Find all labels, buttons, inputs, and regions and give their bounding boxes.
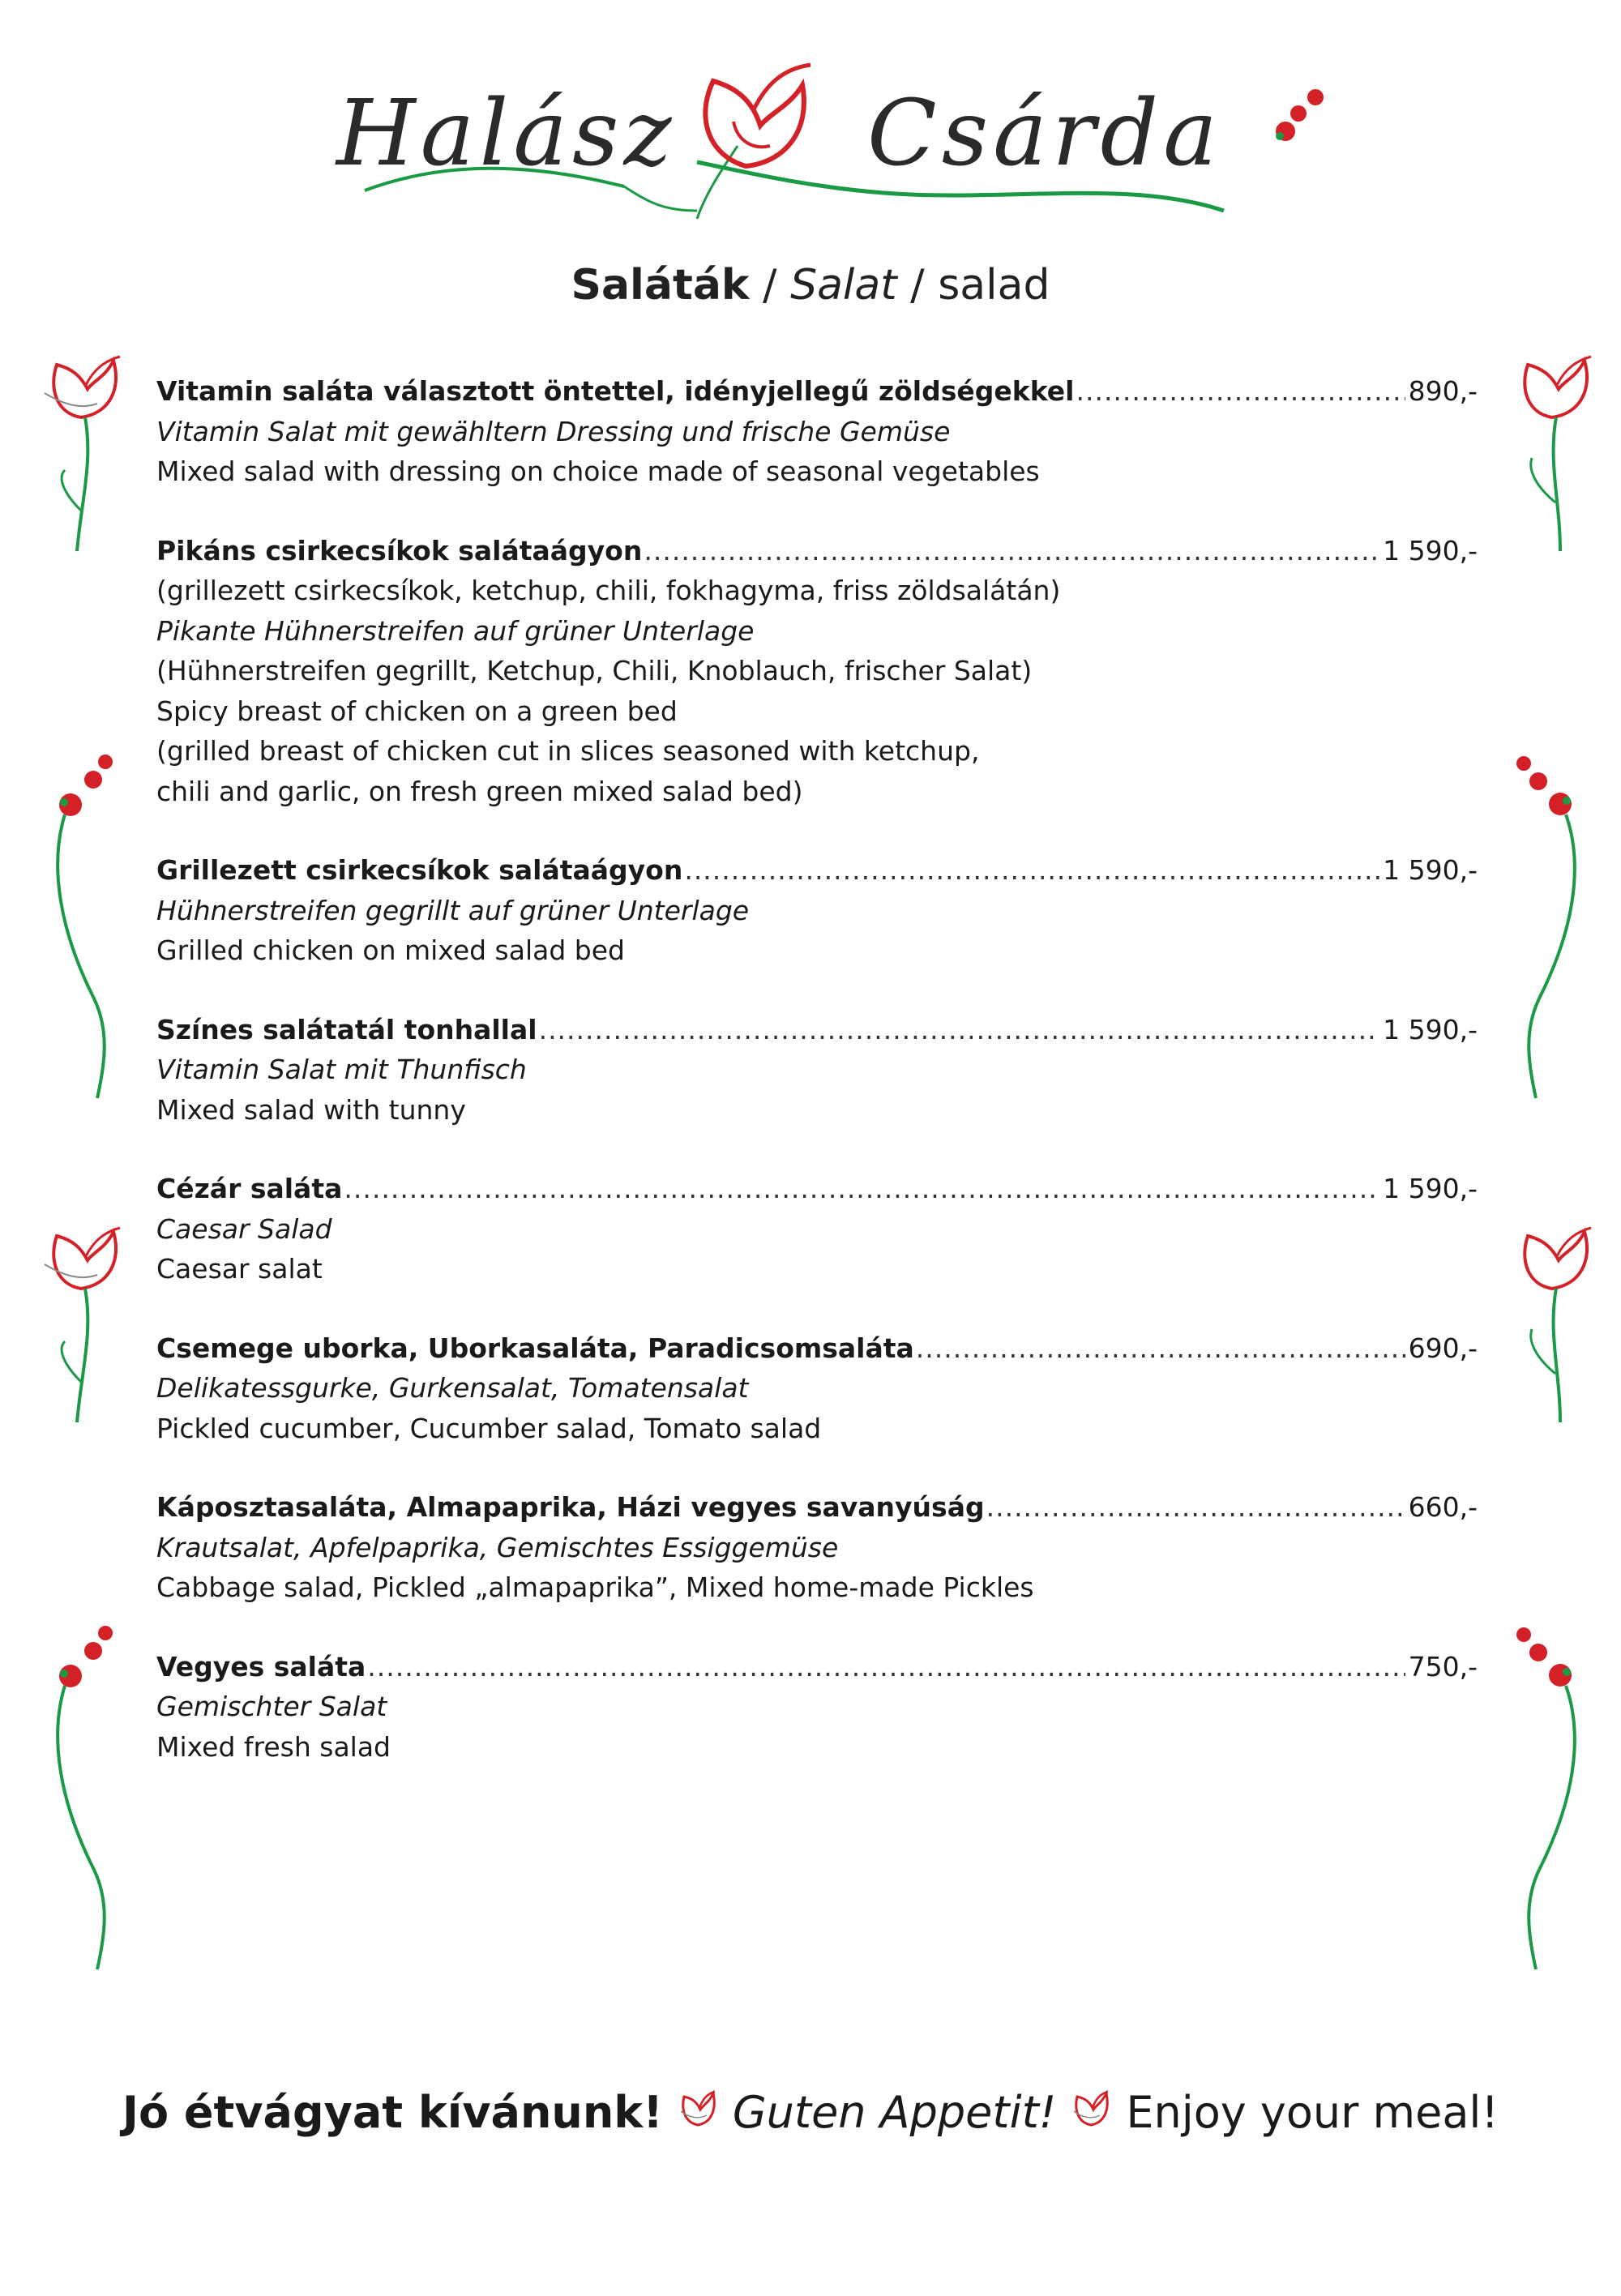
menu-item (156, 1487, 1478, 1608)
menu-item-name: Színes salátatál tonhallal (156, 1013, 537, 1045)
menu-item-price: 660,- (1408, 1491, 1478, 1523)
logo-name-left: Halász (336, 81, 677, 186)
menu-item-german-text: Vitamin Salat mit Thunfisch (156, 1054, 527, 1085)
menu-item (156, 1647, 1478, 1768)
menu-item-description: Mixed fresh salad (156, 1730, 391, 1763)
dot-leader (367, 1647, 1405, 1687)
menu-item-price: 1 590,- (1383, 534, 1478, 567)
menu-item-heading (156, 371, 1478, 412)
menu-item (156, 1169, 1478, 1289)
menu-item-name: Vegyes saláta (156, 1650, 366, 1682)
title-separator: / (896, 261, 939, 310)
menu-item-price: 890,- (1408, 375, 1478, 407)
menu-item-heading (156, 850, 1478, 891)
menu-item-german-text: Krautsalat, Apfelpaprika, Gemischtes Essiggemüse (156, 1531, 839, 1563)
menu-item-heading (156, 531, 1478, 571)
logo-name-right: Csárda (867, 81, 1222, 186)
menu-item-name: Vitamin saláta választott öntettel, idényjellegű zöldségekkel (156, 375, 1075, 407)
menu-item-price: 690,- (1408, 1332, 1478, 1364)
menu-item (156, 1328, 1478, 1449)
menu-item-name: Grillezett csirkecsíkok salátaágyon (156, 854, 683, 886)
menu-item-heading (156, 1169, 1478, 1209)
title-english: salad (938, 261, 1050, 310)
menu-item-german-text: Delikatessgurke, Gurkensalat, Tomatensalat (156, 1372, 749, 1404)
menu-item-description: Mixed salad with tunny (156, 1093, 466, 1126)
tulip-decoration-icon (1503, 1220, 1601, 1430)
menu-item-description: (grilled breast of chicken cut in slices seasoned with ketchup, (156, 735, 980, 767)
dot-leader (1076, 371, 1405, 412)
menu-item-price: 1 590,- (1383, 1173, 1478, 1204)
berry-stem-decoration-icon (1508, 754, 1589, 1102)
menu-item-description: chili and garlic, on fresh green mixed salad bed) (156, 775, 803, 807)
menu-item-name: Káposztasaláta, Almapaprika, Házi vegyes savanyúság (156, 1491, 985, 1523)
menu-item-description: Mixed salad with dressing on choice made of seasonal vegetables (156, 455, 1040, 487)
menu-item (156, 1010, 1478, 1131)
dot-leader (684, 850, 1379, 891)
menu-item-description: (grillezett csirkecsíkok, ketchup, chili, fokhagyma, friss zöldsalátán) (156, 575, 1061, 606)
menu-item (156, 531, 1478, 812)
menu-item-description: (Hühnerstreifen gegrillt, Ketchup, Chili, Knoblauch, frischer Salat) (156, 655, 1033, 686)
menu-item-price: 750,- (1408, 1650, 1478, 1682)
title-german: Salat (790, 261, 897, 310)
tulip-decoration-icon (32, 348, 130, 559)
dot-leader (344, 1169, 1379, 1209)
footer-english: Enjoy your meal! (1126, 2087, 1499, 2138)
tulip-decoration-icon (32, 1220, 130, 1430)
restaurant-logo (316, 49, 1362, 243)
dot-leader (986, 1487, 1405, 1528)
menu-item-heading (156, 1328, 1478, 1369)
title-hungarian: Saláták (571, 261, 750, 310)
menu-item-german-text: Pikante Hühnerstreifen auf grüner Unterlage (156, 614, 755, 647)
berry-stem-decoration-icon (45, 754, 126, 1102)
footer-hungarian: Jó étvágyat kívánunk! (122, 2087, 663, 2138)
menu-item-price: 1 590,- (1383, 1013, 1478, 1045)
page-title (0, 261, 1621, 310)
menu-item-description: Caesar salat (156, 1253, 323, 1285)
menu-item-description: Pickled cucumber, Cucumber salad, Tomato salad (156, 1412, 822, 1444)
menu-item (156, 371, 1478, 492)
menu-item-heading (156, 1647, 1478, 1687)
title-separator: / (749, 261, 791, 310)
menu-item-price: 1 590,- (1383, 854, 1478, 886)
menu-item-german-text: Gemischter Salat (156, 1691, 387, 1722)
menu-item (156, 850, 1478, 971)
footer-german: Guten Appetit! (732, 2087, 1057, 2138)
menu-item-german-text: Hühnerstreifen gegrillt auf grüner Unterlage (156, 894, 750, 926)
menu-item-description: Grilled chicken on mixed salad bed (156, 934, 625, 966)
menu-item-heading (156, 1010, 1478, 1050)
menu-item-name: Pikáns csirkecsíkok salátaágyon (156, 534, 643, 567)
tulip-decoration-icon (1503, 348, 1601, 559)
menu-item-german-text: Vitamin Salat mit gewähltern Dressing und frische Gemüse (156, 415, 951, 447)
menu-item-name: Cézár saláta (156, 1173, 343, 1204)
menu-item-name: Csemege uborka, Uborkasaláta, Paradicsomsaláta (156, 1332, 914, 1364)
menu-item-description: Spicy breast of chicken on a green bed (156, 695, 678, 727)
tulip-icon (678, 2089, 718, 2134)
menu-item-heading (156, 1487, 1478, 1528)
berry-stem-decoration-icon (1508, 1625, 1589, 1973)
menu-list (156, 371, 1478, 1806)
dot-leader (539, 1010, 1380, 1050)
menu-item-german-text: Caesar Salad (156, 1212, 332, 1245)
dot-leader (916, 1328, 1405, 1369)
footer-greeting (0, 2087, 1621, 2138)
tulip-icon (1071, 2089, 1111, 2134)
dot-leader (644, 531, 1379, 571)
berry-stem-decoration-icon (45, 1625, 126, 1973)
menu-item-description: Cabbage salad, Pickled „almapaprika”, Mixed home-made Pickles (156, 1571, 1034, 1603)
